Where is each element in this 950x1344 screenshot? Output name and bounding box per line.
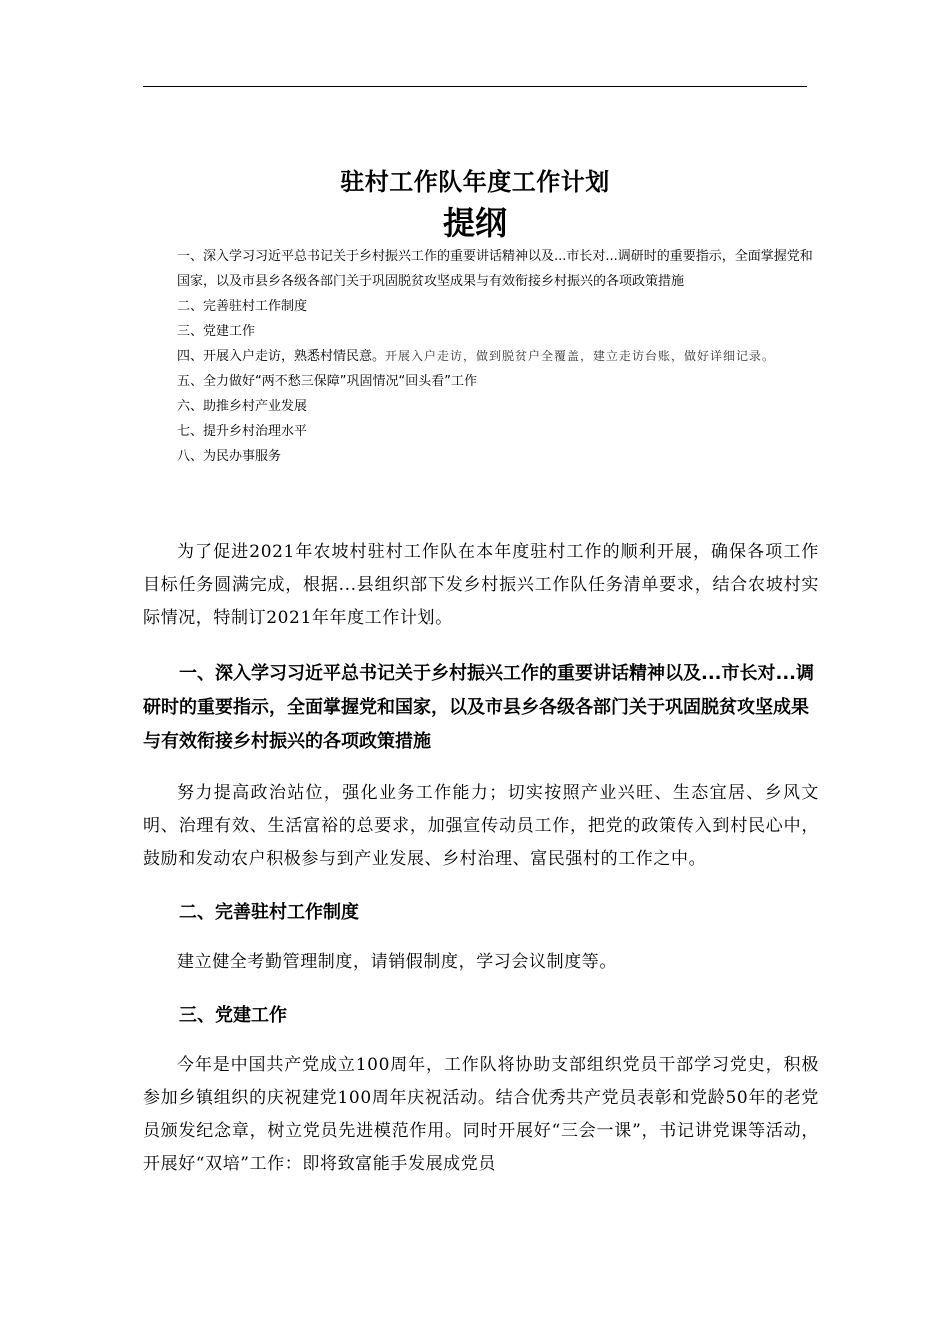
section-2-heading: 二、完善驻村工作制度 — [179, 902, 359, 923]
outline-item-7: 七、提升乡村治理水平 — [177, 424, 308, 439]
outline-item-1: 一、深入学习习近平总书记关于乡村振兴工作的重要讲话精神以及...市长对...调研时的重要指示，全面掌握党和国家，以及市县乡各级各部门关于巩固脱贫攻坚成果与有效衔接乡村振兴的各项政策措施 — [177, 249, 813, 289]
outline-item-2: 二、完善驻村工作制度 — [177, 299, 308, 314]
document-subtitle: 提纲 — [442, 204, 507, 242]
outline-item-5: 五、全力做好“两不愁三保障”巩固情况“回头看”工作 — [177, 374, 477, 389]
header-rule — [143, 86, 807, 87]
intro-paragraph: 为了促进2021年农坡村驻村工作队在本年度驻村工作的顺利开展，确保各项工作目标任务圆满完成，根据...县组织部下发乡村振兴工作队任务清单要求，结合农坡村实际情况，特制订2021年年度工作计划。 — [143, 542, 819, 628]
outline-list — [177, 244, 817, 469]
outline-item-3: 三、党建工作 — [177, 324, 256, 339]
outline-item-4-title: 四、开展入户走访，熟悉村情民意。 — [177, 349, 386, 364]
section-2-body: 建立健全考勤管理制度，请销假制度，学习会议制度等。 — [177, 952, 617, 972]
document-body — [143, 536, 819, 1181]
outline-item-8: 八、为民办事服务 — [177, 449, 282, 464]
outline-item-4-note: 开展入户走访，做到脱贫户全覆盖，建立走访台账，做好详细记录。 — [385, 349, 776, 363]
section-1-body: 努力提高政治站位，强化业务工作能力；切实按照产业兴旺、生态宜居、乡风文明、治理有效、生活富裕的总要求，加强宣传动员工作，把党的政策传入到村民心中，鼓励和发动农户积极参与到产业发展、乡村治理、富民强村的工作之中。 — [143, 783, 819, 869]
document-title: 驻村工作队年度工作计划 — [340, 168, 610, 196]
section-1-heading: 一、深入学习习近平总书记关于乡村振兴工作的重要讲话精神以及...市长对...调研时的重要指示，全面掌握党和国家，以及市县乡各级各部门关于巩固脱贫攻坚成果与有效衔接乡村振兴的各项政策措施 — [143, 663, 815, 752]
section-3-heading: 三、党建工作 — [179, 1005, 287, 1026]
outline-item-6: 六、助推乡村产业发展 — [177, 399, 308, 414]
outline-item-4 — [177, 344, 817, 369]
section-3-body: 今年是中国共产党成立100周年，工作队将协助支部组织党员干部学习党史，积极参加乡镇组织的庆祝建党100周年庆祝活动。结合优秀共产党员表彰和党龄50年的老党员颁发纪念章，树立党员先进模范作用。同时开展好“三会一课”，书记讲党课等活动，开展好“双培”工作：即将致富能手发展成党员 — [143, 1055, 819, 1174]
